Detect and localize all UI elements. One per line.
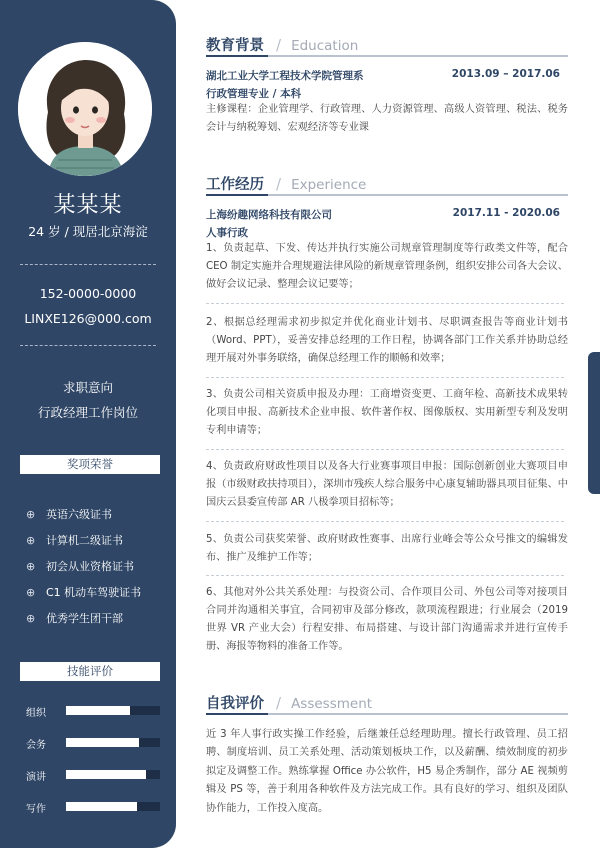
slash-separator: / bbox=[276, 175, 282, 193]
award-item: ⊕ 初会从业资格证书 bbox=[26, 559, 134, 573]
education-title: 教育背景 / Education bbox=[206, 36, 359, 54]
award-item: ⊕ 计算机二级证书 bbox=[26, 533, 123, 547]
skill-row bbox=[26, 796, 166, 828]
awards-list bbox=[26, 501, 171, 631]
slash-separator: / bbox=[276, 694, 282, 712]
work-item: 2、根据总经理需求初步拟定并优化商业计划书、尽职调查报告等商业计划书（Word、PPT），妥善安排总经理的工作日程，协调各部门工作关系并协助总经理开展对外事务联络，确保总经理工作的顺畅和效率； bbox=[206, 317, 568, 364]
skill-label: 演讲 bbox=[26, 772, 46, 783]
work-item: 6、其他对外公共关系处理：与投资公司、合作项目公司、外包公司等对接项目合同并沟通相关事宜，合同初审及部分修改，款项流程跟进；行业展会（2019 世界 VR 产业大会）行程安排、布局搭建、与设计部门沟通需求并进行宣传手册、海报等物料的准备工作等。 bbox=[206, 587, 568, 652]
skill-label: 写作 bbox=[26, 804, 46, 815]
work-item: 3、负责公司相关资质申报及办理：工商增资变更、工商年检、高新技术成果转化项目申报、高新技术企业申报、软件著作权、图像版权、实用新型专利及发明专利申请等； bbox=[206, 389, 568, 436]
school-name: 湖北工业大学工程技术学院管理系 bbox=[206, 70, 364, 82]
education-period: 2013.09 – 2017.06 bbox=[451, 68, 560, 80]
divider bbox=[20, 264, 156, 265]
skills-list bbox=[26, 700, 166, 828]
work-item: 1、负责起草、下发、传达并执行实施公司规章管理制度等行政类文件等，配合 CEO 制定实施并合理规避法律风险的新规章管理条例，组织安排公司各大会议、做好会议记录、整理会议记要等； bbox=[206, 243, 568, 290]
skill-label: 组织 bbox=[26, 708, 46, 719]
award-item: ⊕ 优秀学生团干部 bbox=[26, 611, 123, 625]
plus-circle-icon: ⊕ bbox=[26, 533, 36, 547]
intent-value: 行政经理工作岗位 bbox=[37, 405, 138, 420]
education-major: 行政管理专业 / 本科 bbox=[206, 88, 302, 100]
plus-circle-icon: ⊕ bbox=[26, 559, 36, 573]
skills-heading: 技能评价 bbox=[20, 662, 160, 681]
skill-row bbox=[26, 764, 166, 796]
divider bbox=[206, 449, 564, 450]
company-name: 上海纷趣网络科技有限公司 bbox=[206, 209, 332, 221]
work-period: 2017.11 - 2020.06 bbox=[452, 207, 560, 219]
skill-bar-fill bbox=[66, 802, 137, 811]
avatar bbox=[18, 42, 152, 176]
divider bbox=[206, 521, 564, 522]
divider bbox=[20, 345, 156, 346]
sidebar bbox=[0, 0, 176, 848]
plus-circle-icon: ⊕ bbox=[26, 585, 36, 599]
education-school-row bbox=[206, 68, 568, 83]
skill-bar-fill bbox=[66, 770, 146, 779]
skill-bar bbox=[66, 738, 160, 747]
avatar-illustration bbox=[18, 42, 152, 176]
slash-separator: / bbox=[276, 36, 282, 54]
award-item: ⊕ 英语六级证书 bbox=[26, 507, 112, 521]
skill-label: 会务 bbox=[26, 740, 46, 751]
name: 某某某 bbox=[53, 193, 123, 218]
work-item: 5、负责公司获奖荣誉、政府财政性赛事、出席行业峰会等公众号推文的编辑发布、推广及维护工作等； bbox=[206, 534, 568, 563]
side-tab[interactable] bbox=[588, 352, 600, 494]
skill-bar bbox=[66, 706, 160, 715]
awards-heading: 奖项荣誉 bbox=[20, 455, 160, 474]
divider bbox=[206, 303, 564, 304]
divider bbox=[206, 575, 564, 576]
award-item: ⊕ C1 机动车驾驶证书 bbox=[26, 585, 142, 599]
divider bbox=[206, 377, 564, 378]
work-item: 4、负责政府财政性项目以及各大行业赛事项目申报：国际创新创业大赛项目申报（市级财政扶持项目），深圳市残疾人综合服务中心康复辅助器具项目征集、中国庆云县委宣传部 AR 八极拳项目招标等； bbox=[206, 461, 568, 508]
skill-bar bbox=[66, 770, 160, 779]
skill-bar-fill bbox=[66, 706, 130, 715]
education-courses: 主修课程：企业管理学、行政管理、人力资源管理、高级人资管理、税法、税务会计与纳税筹划、宏观经济等专业课 bbox=[206, 104, 568, 133]
email: LINXE126@000.com bbox=[24, 311, 152, 326]
skill-row bbox=[26, 700, 166, 732]
plus-circle-icon: ⊕ bbox=[26, 611, 36, 625]
section-rule bbox=[206, 713, 568, 715]
assessment-title: 自我评价 / Assessment bbox=[206, 694, 373, 712]
section-rule bbox=[206, 194, 568, 196]
intent-title: 求职意向 bbox=[62, 380, 113, 395]
work-position: 人事行政 bbox=[206, 227, 248, 239]
phone: 152-0000-0000 bbox=[39, 286, 137, 301]
skill-bar-fill bbox=[66, 738, 139, 747]
section-rule bbox=[206, 55, 568, 57]
assessment-text: 近 3 年人事行政实操工作经验，后继兼任总经理助理。擅长行政管理、员工招聘、制度培训、员工关系处理、活动策划板块工作，以及薪酬、绩效制度的初步拟定及调整工作。熟练掌握 Office 办公软件，H5 易企秀制作，部分 AE 视频剪辑及 PS 等，善于利用各种软件及方法完成工作。具有良好的学习、组织及团队协作能力，工作投入度高。 bbox=[206, 729, 568, 814]
skill-row bbox=[26, 732, 166, 764]
work-title: 工作经历 / Experience bbox=[206, 175, 367, 193]
age-location: 24 岁 / 现居北京海淀 bbox=[28, 224, 148, 239]
work-company-row bbox=[206, 207, 568, 222]
plus-circle-icon: ⊕ bbox=[26, 507, 36, 521]
skill-bar bbox=[66, 802, 160, 811]
